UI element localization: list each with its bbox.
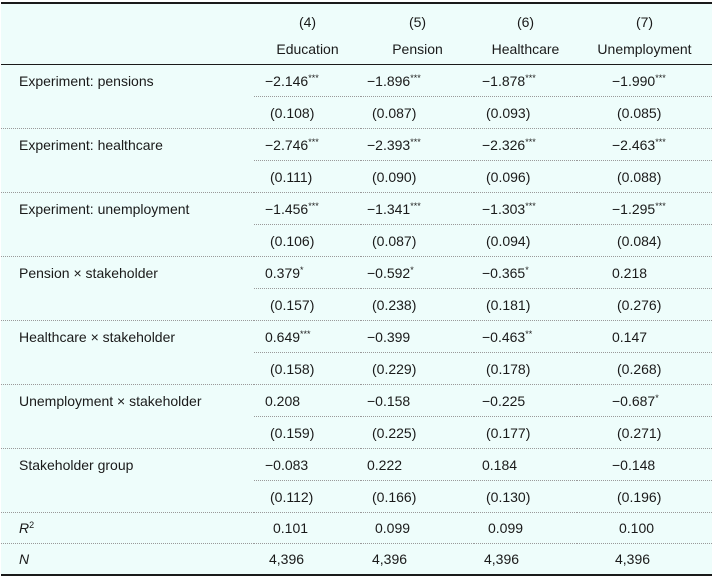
- significance-stars: ***: [655, 136, 666, 147]
- coef-value: −0.365: [482, 264, 526, 281]
- coef-value: −0.399: [367, 328, 411, 345]
- coef-value: −1.303: [482, 200, 526, 217]
- row-label-blank: [1, 353, 254, 385]
- significance-stars: ***: [525, 72, 536, 83]
- r-squared-cell: 0.100: [577, 513, 712, 544]
- coef-cell: [254, 65, 361, 97]
- col-name-pension: Pension: [392, 41, 443, 57]
- regression-table-container: [1, 2, 712, 568]
- r-label: R: [19, 520, 30, 536]
- table-row-se: [1, 289, 712, 321]
- coef-value: −0.463: [482, 328, 526, 345]
- coef-cell: [361, 65, 474, 97]
- coef-value: 0.222: [367, 456, 403, 473]
- r-squared-cell: 0.101: [254, 513, 361, 544]
- col-name-unemployment: Unemployment: [597, 41, 692, 57]
- row-label-blank: [1, 161, 254, 193]
- significance-stars: *: [300, 264, 304, 275]
- coef-value: −2.746: [265, 136, 309, 153]
- significance-stars: ***: [308, 136, 319, 147]
- coef-cell: [361, 449, 474, 481]
- significance-stars: ***: [655, 200, 666, 211]
- se-cell: (0.108): [254, 97, 361, 129]
- significance-stars: ***: [410, 72, 421, 83]
- n-cell: 4,396: [372, 551, 408, 567]
- row-label: Experiment: pensions: [19, 72, 154, 89]
- coef-cell: [474, 449, 577, 481]
- coef-value: −0.083: [265, 456, 309, 473]
- coef-cell: [254, 321, 361, 353]
- row-label-blank: [1, 481, 254, 513]
- n-cell: 4,396: [615, 551, 651, 567]
- coef-cell: [577, 257, 712, 289]
- table-row-se: [1, 417, 712, 449]
- regression-table: [1, 2, 712, 576]
- col-number-5: (5): [408, 14, 427, 30]
- se-cell: (0.271): [577, 417, 712, 449]
- table-row-coef: [1, 257, 712, 289]
- row-label: Stakeholder group: [19, 456, 134, 473]
- se-cell: (0.094): [474, 225, 577, 257]
- se-cell: (0.106): [254, 225, 361, 257]
- coef-cell: [474, 257, 577, 289]
- row-label: Healthcare × stakeholder: [19, 328, 176, 345]
- coef-value: −1.878: [482, 72, 526, 89]
- se-cell: (0.096): [474, 161, 577, 193]
- coef-cell: [474, 385, 577, 417]
- coef-cell: [254, 385, 361, 417]
- coef-value: −0.225: [482, 392, 526, 409]
- se-cell: (0.090): [361, 161, 474, 193]
- se-cell: (0.159): [254, 417, 361, 449]
- r-squared-label: [1, 513, 254, 544]
- significance-stars: *: [655, 392, 659, 403]
- se-cell: (0.225): [361, 417, 474, 449]
- col-name-education: Education: [276, 41, 339, 57]
- se-cell: (0.268): [577, 353, 712, 385]
- coef-value: 0.649: [265, 328, 301, 345]
- se-cell: (0.196): [577, 481, 712, 513]
- n-cell: 4,396: [269, 551, 305, 567]
- coef-cell: [361, 385, 474, 417]
- coef-value: 0.218: [612, 264, 648, 281]
- table-row-se: [1, 225, 712, 257]
- table-row-se: [1, 97, 712, 129]
- r-squared-cell: 0.099: [474, 513, 577, 544]
- table-row-se: [1, 161, 712, 193]
- header-row-numbers: [1, 3, 712, 34]
- coef-value: −0.592: [367, 264, 411, 281]
- coef-value: 0.208: [265, 392, 301, 409]
- col-name-healthcare: Healthcare: [491, 41, 560, 57]
- row-label-blank: [1, 97, 254, 129]
- table-row-n: [1, 544, 712, 576]
- significance-stars: ***: [525, 200, 536, 211]
- significance-stars: ***: [525, 136, 536, 147]
- row-label-blank: [1, 225, 254, 257]
- coef-cell: [254, 193, 361, 225]
- row-label-blank: [1, 417, 254, 449]
- coef-cell: [361, 193, 474, 225]
- header-row-names: [1, 34, 712, 65]
- significance-stars: ***: [300, 328, 311, 339]
- coef-cell: [577, 65, 712, 97]
- coef-value: 0.147: [612, 328, 648, 345]
- row-label: Experiment: healthcare: [19, 136, 163, 153]
- se-cell: (0.093): [474, 97, 577, 129]
- header-blank: [1, 3, 254, 34]
- significance-stars: ***: [308, 200, 319, 211]
- significance-stars: *: [410, 264, 414, 275]
- table-row-r-squared: [1, 513, 712, 544]
- coef-value: −1.295: [612, 200, 656, 217]
- col-number-6: (6): [516, 14, 535, 30]
- table-row-coef: [1, 65, 712, 97]
- header-blank: [1, 34, 254, 65]
- table-row-coef: [1, 449, 712, 481]
- r-label-superscript: 2: [29, 520, 35, 530]
- significance-stars: ***: [410, 136, 421, 147]
- se-cell: (0.238): [361, 289, 474, 321]
- col-number-7: (7): [635, 14, 654, 30]
- coef-cell: [474, 321, 577, 353]
- coef-value: −1.896: [367, 72, 411, 89]
- significance-stars: ***: [308, 72, 319, 83]
- coef-value: 0.379: [265, 264, 301, 281]
- table-row-coef: [1, 193, 712, 225]
- coef-cell: [361, 257, 474, 289]
- table-row-se: [1, 481, 712, 513]
- se-cell: (0.085): [577, 97, 712, 129]
- coef-value: −2.463: [612, 136, 656, 153]
- coef-cell: [577, 129, 712, 161]
- n-cell: 4,396: [484, 551, 520, 567]
- coef-cell: [254, 449, 361, 481]
- significance-stars: **: [525, 328, 533, 339]
- se-cell: (0.111): [254, 161, 361, 193]
- coef-value: −1.456: [265, 200, 309, 217]
- table-row-coef: [1, 385, 712, 417]
- coef-value: −2.326: [482, 136, 526, 153]
- se-cell: (0.229): [361, 353, 474, 385]
- significance-stars: ***: [410, 200, 421, 211]
- se-cell: (0.177): [474, 417, 577, 449]
- n-label: [1, 544, 254, 576]
- coef-cell: [474, 65, 577, 97]
- coef-cell: [254, 257, 361, 289]
- coef-value: −0.687: [612, 392, 656, 409]
- coef-cell: [254, 129, 361, 161]
- row-label: Unemployment × stakeholder: [19, 392, 202, 409]
- se-cell: (0.087): [361, 97, 474, 129]
- se-cell: (0.157): [254, 289, 361, 321]
- coef-cell: [361, 129, 474, 161]
- se-cell: (0.276): [577, 289, 712, 321]
- r-squared-cell: 0.099: [361, 513, 474, 544]
- coef-value: −0.158: [367, 392, 411, 409]
- table-row-se: [1, 353, 712, 385]
- se-cell: (0.112): [254, 481, 361, 513]
- coef-cell: [474, 129, 577, 161]
- se-cell: (0.130): [474, 481, 577, 513]
- coef-value: −2.146: [265, 72, 309, 89]
- row-label: Experiment: unemployment: [19, 200, 190, 217]
- coef-value: 0.184: [482, 456, 518, 473]
- row-label: Pension × stakeholder: [19, 264, 158, 281]
- coef-cell: [474, 193, 577, 225]
- n-label-text: N: [19, 551, 30, 567]
- coef-value: −1.990: [612, 72, 656, 89]
- se-cell: (0.084): [577, 225, 712, 257]
- se-cell: (0.178): [474, 353, 577, 385]
- significance-stars: *: [525, 264, 529, 275]
- col-number-4: (4): [298, 14, 317, 30]
- row-label-blank: [1, 289, 254, 321]
- se-cell: (0.088): [577, 161, 712, 193]
- coef-value: −2.393: [367, 136, 411, 153]
- coef-cell: [577, 449, 712, 481]
- table-row-coef: [1, 321, 712, 353]
- coef-cell: [577, 193, 712, 225]
- table-row-coef: [1, 129, 712, 161]
- significance-stars: ***: [655, 72, 666, 83]
- coef-cell: [577, 321, 712, 353]
- se-cell: (0.158): [254, 353, 361, 385]
- coef-cell: [577, 385, 712, 417]
- coef-cell: [361, 321, 474, 353]
- se-cell: (0.166): [361, 481, 474, 513]
- se-cell: (0.087): [361, 225, 474, 257]
- coef-value: −1.341: [367, 200, 411, 217]
- coef-value: −0.148: [612, 456, 656, 473]
- se-cell: (0.181): [474, 289, 577, 321]
